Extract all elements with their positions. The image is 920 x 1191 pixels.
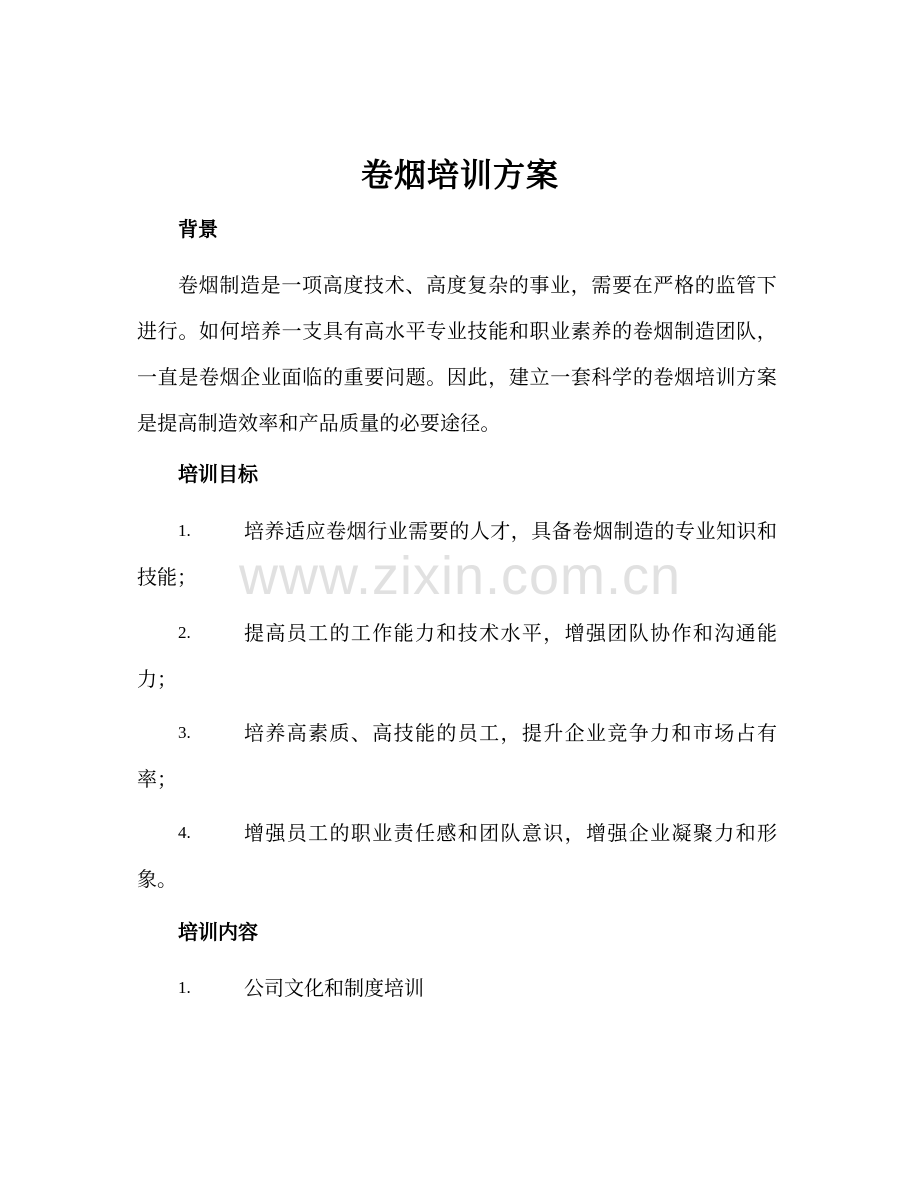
document-title: 卷烟培训方案 bbox=[360, 156, 559, 194]
list-number: 4. bbox=[178, 823, 191, 842]
list-item-text: 培养高素质、高技能的员工，提升企业竞争力和市场占有率； bbox=[137, 721, 777, 791]
list-item-text: 增强员工的职业责任感和团队意识，增强企业凝聚力和形象。 bbox=[137, 821, 777, 891]
section-heading-content: 培训内容 bbox=[178, 920, 258, 944]
list-item-text: 提高员工的工作能力和技术水平，增强团队协作和沟通能力； bbox=[137, 621, 777, 691]
goal-list-item bbox=[137, 810, 777, 902]
goal-list-item bbox=[137, 610, 777, 702]
watermark: www.zixin.com.cn bbox=[238, 546, 682, 606]
section-heading-background: 背景 bbox=[178, 217, 218, 241]
background-paragraph: 卷烟制造是一项高度技术、高度复杂的事业，需要在严格的监管下进行。如何培养一支具有高水平专业技能和职业素养的卷烟制造团队，一直是卷烟企业面临的重要问题。因此，建立一套科学的卷烟培训方案是提高制造效率和产品质量的必要途径。 bbox=[137, 273, 777, 435]
list-item-text: 公司文化和制度培训 bbox=[244, 976, 424, 1000]
list-number: 3. bbox=[178, 723, 191, 742]
list-number: 1. bbox=[178, 521, 191, 540]
section-heading-goals: 培训目标 bbox=[178, 462, 258, 486]
goal-list-item bbox=[137, 710, 777, 802]
list-item-text: 培养适应卷烟行业需要的人才，具备卷烟制造的专业知识和技能； bbox=[137, 519, 777, 589]
content-list-item bbox=[137, 965, 777, 1011]
list-number: 1. bbox=[178, 978, 191, 997]
list-number: 2. bbox=[178, 623, 191, 642]
